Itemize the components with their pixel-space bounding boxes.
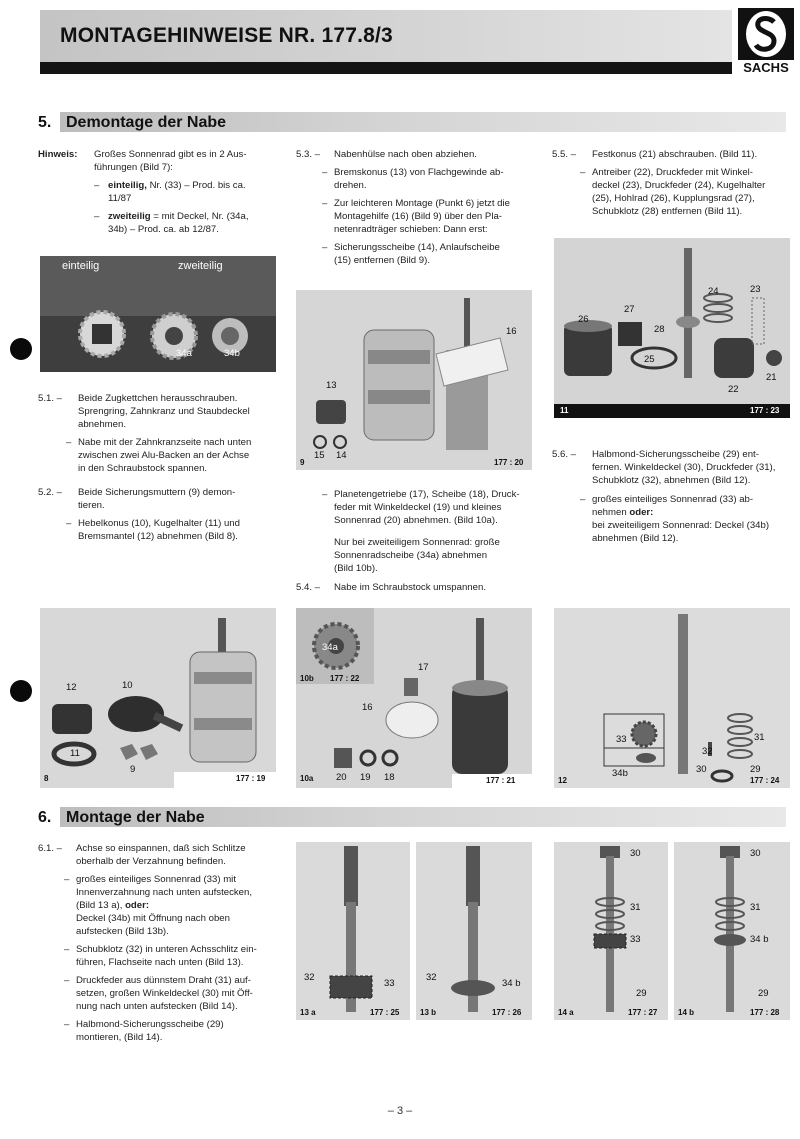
sachs-logo-mark-icon [738, 8, 794, 60]
figure-number: 11 [560, 406, 569, 415]
photo-bild-14b-drawing [674, 842, 790, 1020]
label-einteilig: einteilig [62, 260, 100, 272]
figure-number: 12 [558, 776, 567, 785]
step-number: 5.2. – [38, 487, 63, 498]
step-number: 5.3. – [296, 149, 321, 160]
label-22: 22 [728, 384, 739, 395]
text-line: Schubklotz (32), abnehmen (Bild 12). [592, 475, 751, 486]
label-32: 32 [304, 972, 315, 983]
label-18: 18 [384, 772, 395, 783]
photo-bild-7-drawing [40, 256, 276, 372]
photo-bild-10-drawing [296, 608, 532, 788]
text-line: führen, Flachseite nach unten (Bild 13). [76, 957, 244, 968]
text-line: in den Schraubstock spannen. [78, 463, 208, 474]
text-line: Sonnenradscheibe (34a) abnehmen [334, 550, 488, 561]
text-line: Sprengring, Zahnkranz und Staubdeckel [78, 406, 250, 417]
section6-title: Montage der Nabe [66, 809, 205, 826]
step-number: 5.5. – [552, 149, 577, 160]
label-30: 30 [696, 764, 707, 775]
text-line: feder mit Winkeldeckel (19) und kleines [334, 502, 502, 513]
binder-hole [10, 680, 32, 702]
text-line: (25), Hohlrad (26), Kupplungsrad (27), [592, 193, 755, 204]
text-line: Nabe mit der Zahnkranzseite nach unten [78, 437, 252, 448]
photo-bild-12 [554, 608, 790, 788]
section5-number: 5. [38, 114, 52, 131]
text-line: zwischen zwei Alu-Backen an der Achse [78, 450, 250, 461]
label-30: 30 [630, 848, 641, 859]
text-line: Nabe im Schraubstock umspannen. [334, 582, 486, 593]
photo-bild-10 [296, 608, 532, 788]
text-line: aufstecken (Bild 13b). [76, 926, 169, 937]
label-24: 24 [708, 286, 719, 297]
photo-bild-14a-drawing [554, 842, 668, 1020]
label-12: 12 [66, 682, 77, 693]
text-line: abnehmen (Bild 12). [592, 533, 679, 544]
text-line: (Bild 10b). [334, 563, 378, 574]
text-line: großes einteiliges Sonnenrad (33) ab- [592, 494, 754, 505]
label-29: 29 [750, 764, 761, 775]
label-33: 33 [630, 934, 641, 945]
text-line: fernen. Winkeldeckel (30), Druckfeder (31), [592, 462, 776, 473]
label-14: 14 [336, 450, 347, 461]
photo-bild-11-drawing [554, 238, 790, 418]
photo-bild-13a-drawing [296, 842, 410, 1020]
label-20: 20 [336, 772, 347, 783]
text-line: nehmen oder: [592, 507, 654, 518]
page-number: – 3 – [387, 1105, 413, 1117]
text-line: Druckfeder aus dünnstem Draht (31) auf- [76, 975, 251, 986]
photo-bild-13b-drawing [416, 842, 532, 1020]
label-21: 21 [766, 372, 777, 383]
label-34b: 34 b [502, 978, 521, 989]
sachs-logo [738, 8, 794, 76]
text-line: setzen, großen Winkeldeckel (30) mit Öff- [76, 988, 253, 999]
text-line: Halbmond-Sicherungsscheibe (29) ent- [592, 449, 759, 460]
text-line: netenradträger schieben: Dann erst: [334, 224, 488, 235]
brand-name: SACHS [743, 60, 789, 75]
zweiteilig-line: zweiteilig = mit Deckel, Nr. (34a, [108, 211, 249, 222]
figure-number: 10b [300, 674, 314, 683]
header-underline [40, 62, 732, 74]
text-line: Nur bei zweiteiligem Sonnenrad: große [334, 537, 500, 548]
text-line: Achse so einspannen, daß sich Schlitze [76, 843, 246, 854]
label-28: 28 [654, 324, 665, 335]
figure-code: 177 : 23 [750, 406, 780, 415]
text-line: Beide Zugkettchen herausschrauben. [78, 393, 238, 404]
label-16: 16 [506, 326, 517, 337]
label-32: 32 [426, 972, 437, 983]
text-line: oberhalb der Verzahnung befinden. [76, 856, 226, 867]
hinweis-label: Hinweis: [38, 149, 78, 160]
section6-number: 6. [38, 809, 52, 826]
figure-number: 14 a [558, 1008, 574, 1017]
text-line: Innenverzahnung nach unten aufstecken, [76, 887, 253, 898]
photo-bild-9 [296, 290, 532, 470]
text-line: Montagehilfe (16) (Bild 9) über den Pla- [334, 211, 502, 222]
text-line: Sonnenrad (20) abnehmen. (Bild 10a). [334, 515, 498, 526]
figure-code: 177 : 19 [236, 774, 266, 783]
label-23: 23 [750, 284, 761, 295]
label-zweiteilig: zweiteilig [178, 260, 223, 272]
label-25: 25 [644, 354, 655, 365]
figure-code: 177 : 28 [750, 1008, 780, 1017]
label-31: 31 [754, 732, 765, 743]
text-line: Hebelkonus (10), Kugelhalter (11) und [78, 518, 240, 529]
text-line: Deckel (34b) mit Öffnung nach oben [76, 913, 230, 924]
label-34b: 34 b [750, 934, 769, 945]
einteilig-line: einteilig, Nr. (33) – Prod. bis ca. [108, 180, 246, 191]
step-number: 5.6. – [552, 449, 577, 460]
step-number: 6.1. – [38, 843, 63, 854]
text-line: Festkonus (21) abschrauben. (Bild 11). [592, 149, 758, 160]
text-line: nung nach unten aufstecken (Bild 14). [76, 1001, 238, 1012]
text-line: Schubklotz (28) entfernen (Bild 11). [592, 206, 743, 217]
photo-bild-13a [296, 842, 410, 1020]
label-16: 16 [362, 702, 373, 713]
label-26: 26 [578, 314, 589, 325]
figure-number: 8 [44, 774, 49, 783]
figure-code: 177 : 25 [370, 1008, 400, 1017]
photo-bild-8-drawing [40, 608, 276, 788]
text-line: abnehmen. [78, 419, 127, 430]
section5-title: Demontage der Nabe [66, 114, 227, 131]
photo-bild-7 [40, 256, 276, 372]
label-27: 27 [624, 304, 635, 315]
step-number: 5.4. – [296, 582, 321, 593]
einteilig-line: 11/87 [108, 193, 132, 204]
label-29: 29 [758, 988, 769, 999]
label-32: 32 [702, 746, 713, 757]
text-line: Bremsmantel (12) abnehmen (Bild 8). [78, 531, 238, 542]
figure-code: 177 : 24 [750, 776, 780, 785]
figure-number: 10a [300, 774, 314, 783]
text-line: Sicherungsscheibe (14), Anlaufscheibe [334, 242, 500, 253]
photo-bild-8 [40, 608, 276, 788]
figure-code: 177 : 21 [486, 776, 516, 785]
label-34a: 34a [176, 348, 192, 359]
text-line: Antreiber (22), Druckfeder mit Winkel- [592, 167, 754, 178]
figure-code: 177 : 27 [628, 1008, 658, 1017]
photo-bild-13b [416, 842, 532, 1020]
text-line: Zur leichteren Montage (Punkt 6) jetzt die [334, 198, 510, 209]
text-line: Halbmond-Sicherungsscheibe (29) [76, 1019, 224, 1030]
label-19: 19 [360, 772, 371, 783]
text-line: großes einteiliges Sonnenrad (33) mit [76, 874, 236, 885]
label-30: 30 [750, 848, 761, 859]
label-10: 10 [122, 680, 133, 691]
hinweis-line: führungen (Bild 7): [94, 162, 173, 173]
label-33: 33 [616, 734, 627, 745]
photo-bild-11 [554, 238, 790, 418]
label-29: 29 [636, 988, 647, 999]
text-line: montieren, (Bild 14). [76, 1032, 163, 1043]
text-line: Bremskonus (13) von Flachgewinde ab- [334, 167, 504, 178]
label-31: 31 [750, 902, 761, 913]
page-title: MONTAGEHINWEISE NR. 177.8/3 [60, 24, 393, 47]
label-34b: 34b [612, 768, 628, 779]
label-33: 33 [384, 978, 395, 989]
text-line: Schubklotz (32) in unteren Achsschlitz ein- [76, 944, 257, 955]
label-11: 11 [70, 748, 80, 759]
sachs-logo-box [738, 8, 794, 60]
figure-number: 13 b [420, 1008, 437, 1017]
hinweis-line: Großes Sonnenrad gibt es in 2 Aus- [94, 149, 247, 160]
label-31: 31 [630, 902, 641, 913]
label-13: 13 [326, 380, 337, 391]
text-line: bei zweiteiligem Sonnenrad: Deckel (34b) [592, 520, 770, 531]
label-15: 15 [314, 450, 325, 461]
label-17: 17 [418, 662, 429, 673]
figure-number: 13 a [300, 1008, 316, 1017]
zweiteilig-line: 34b) – Prod. ca. ab 12/87. [108, 224, 219, 235]
text-line: (Bild 13 a), oder: [76, 900, 150, 911]
photo-bild-14a [554, 842, 668, 1020]
step-number: 5.1. – [38, 393, 63, 404]
photo-bild-12-drawing [554, 608, 790, 788]
label-34a: 34a [322, 642, 338, 653]
text-line: Planetengetriebe (17), Scheibe (18), Druck- [334, 489, 520, 500]
label-9: 9 [130, 764, 136, 775]
figure-number: 9 [300, 458, 305, 467]
figure-code: 177 : 26 [492, 1008, 522, 1017]
text-line: drehen. [334, 180, 367, 191]
text-line: (15) entfernen (Bild 9). [334, 255, 430, 266]
figure-code: 177 : 20 [494, 458, 524, 467]
figure-code: 177 : 22 [330, 674, 360, 683]
text-line: deckel (23), Druckfeder (24), Kugelhalter [592, 180, 766, 191]
text-line: Beide Sicherungsmuttern (9) demon- [78, 487, 236, 498]
text-line: Nabenhülse nach oben abziehen. [334, 149, 477, 160]
binder-hole [10, 338, 32, 360]
label-34b: 34b [224, 348, 240, 359]
text-line: tieren. [78, 500, 105, 511]
figure-number: 14 b [678, 1008, 695, 1017]
photo-bild-14b [674, 842, 790, 1020]
